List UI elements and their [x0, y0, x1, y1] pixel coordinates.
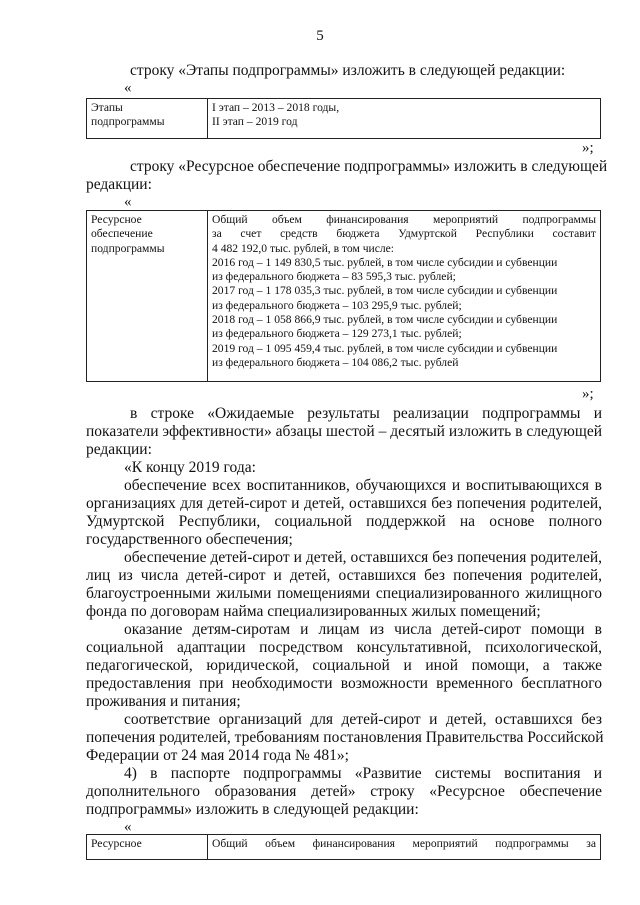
body-line: благоустроенными жилыми помещениями специализированного жилищного — [86, 585, 602, 602]
resources-value-line: 4 482 192,0 тыс. рублей, в том числе: — [212, 241, 395, 255]
resources-label-line: обеспечение — [91, 227, 153, 241]
body-line: попечения родителей, требованиям постановления Правительства Российской — [86, 729, 604, 746]
body-line: в строке «Ожидаемые результаты реализации подпрограммы и — [130, 405, 602, 422]
body-line: педагогической, юридической, социальной и иной помощи, а также — [86, 657, 602, 674]
resources-value-line: 2019 год – 1 095 459,4 тыс. рублей, в том числе субсидии и субвенции — [212, 341, 558, 355]
stages-value-line: II этап – 2019 год — [212, 115, 298, 129]
resources-value-line: из федерального бюджета – 104 086,2 тыс. рублей — [212, 355, 459, 369]
body-line: дополнительного образования детей» строку «Ресурсное обеспечение — [86, 783, 602, 800]
resources-value-line: за счет средств бюджета Удмуртской Республики составит — [212, 227, 596, 241]
stages-value-line: I этап – 2013 – 2018 годы, — [212, 101, 340, 114]
resources-value-line: 2018 год – 1 058 866,9 тыс. рублей, в том числе субсидии и субвенции — [212, 313, 558, 327]
intro-resources-line: строку «Ресурсное обеспечение подпрограммы» изложить в следующей — [130, 158, 608, 175]
body-line: обеспечение всех воспитанников, обучающихся и воспитывающихся в — [124, 477, 602, 494]
body-line: социальной адаптации посредством консультативной, психологической, — [86, 639, 602, 656]
body-line: Федерации от 24 мая 2014 года № 481»; — [86, 747, 349, 764]
stages-label-line: Этапы — [91, 101, 123, 114]
stages-value-cell — [208, 99, 601, 139]
body-line: редакции: — [86, 441, 152, 458]
body-line: показатели эффективности» абзацы шестой – десятый изложить в следующей — [86, 423, 602, 440]
body-line: соответствие организаций для детей-сирот и детей, оставшихся без — [124, 711, 602, 728]
body-line: предоставления при необходимости возможности временного бесплатного — [86, 675, 602, 692]
close-quote-1: »; — [582, 140, 594, 156]
resources2-label: Ресурсное — [91, 837, 142, 850]
resources-label-line: подпрограммы — [91, 241, 165, 255]
resources-value-line: из федерального бюджета – 103 295,9 тыс. рублей; — [212, 298, 462, 312]
resources2-value: Общий объем финансирования мероприятий подпрограммы за — [212, 837, 596, 850]
stages-label-line: подпрограммы — [91, 115, 165, 129]
intro-stages: строку «Этапы подпрограммы» изложить в следующей редакции: — [130, 62, 566, 79]
body-line: проживания и питания; — [86, 693, 241, 710]
stages-label-cell — [87, 99, 208, 139]
body-line: обеспечение детей-сирот и детей, оставшихся без попечения родителей, — [124, 549, 602, 566]
resources-value-line: 2016 год – 1 149 830,5 тыс. рублей, в том числе субсидии и субвенции — [212, 255, 558, 269]
body-line: фонда по договорам найма специализированных жилых помещений; — [86, 603, 541, 620]
body-line: 4) в паспорте подпрограммы «Развитие системы воспитания и — [124, 765, 602, 782]
resources-value-cell — [208, 211, 601, 382]
close-quote-2: »; — [582, 386, 594, 402]
page-number: 5 — [316, 28, 324, 44]
resources-label-line: Ресурсное — [91, 213, 142, 226]
resources-value-line: из федерального бюджета – 83 595,3 тыс. рублей; — [212, 270, 456, 284]
stages-table — [86, 98, 601, 139]
body-line: подпрограммы» изложить в следующей редакции: — [86, 801, 419, 818]
resources-label-cell — [87, 211, 208, 382]
body-line: государственного обеспечения; — [86, 531, 293, 548]
intro-resources-line: редакции: — [86, 176, 152, 193]
open-quote-2: « — [124, 194, 132, 210]
resources-value-line: Общий объем финансирования мероприятий подпрограммы — [212, 213, 596, 226]
body-line: Удмуртской Республики, социальной поддержкой на основе полного — [86, 513, 602, 530]
resources-value-line: 2017 год – 1 178 035,3 тыс. рублей, в том числе субсидии и субвенции — [212, 284, 558, 298]
open-quote-1: « — [124, 80, 132, 96]
resources2-label-cell — [87, 835, 208, 860]
body-line: организациях для детей-сирот и детей, оставшихся без попечения родителей, — [86, 495, 602, 512]
body-line: лиц из числа детей-сирот и детей, оставшихся без попечения родителей, — [86, 567, 602, 584]
body-line: оказание детям-сиротам и лицам из числа детей-сирот помощи в — [124, 621, 602, 638]
open-quote-3: « — [124, 819, 132, 835]
resources-table — [86, 210, 601, 382]
resources2-value-cell — [208, 835, 601, 860]
resources-table-2 — [86, 834, 601, 860]
resources-value-line: из федерального бюджета – 129 273,1 тыс. рублей; — [212, 327, 462, 341]
body-line: «К концу 2019 года: — [124, 459, 256, 476]
